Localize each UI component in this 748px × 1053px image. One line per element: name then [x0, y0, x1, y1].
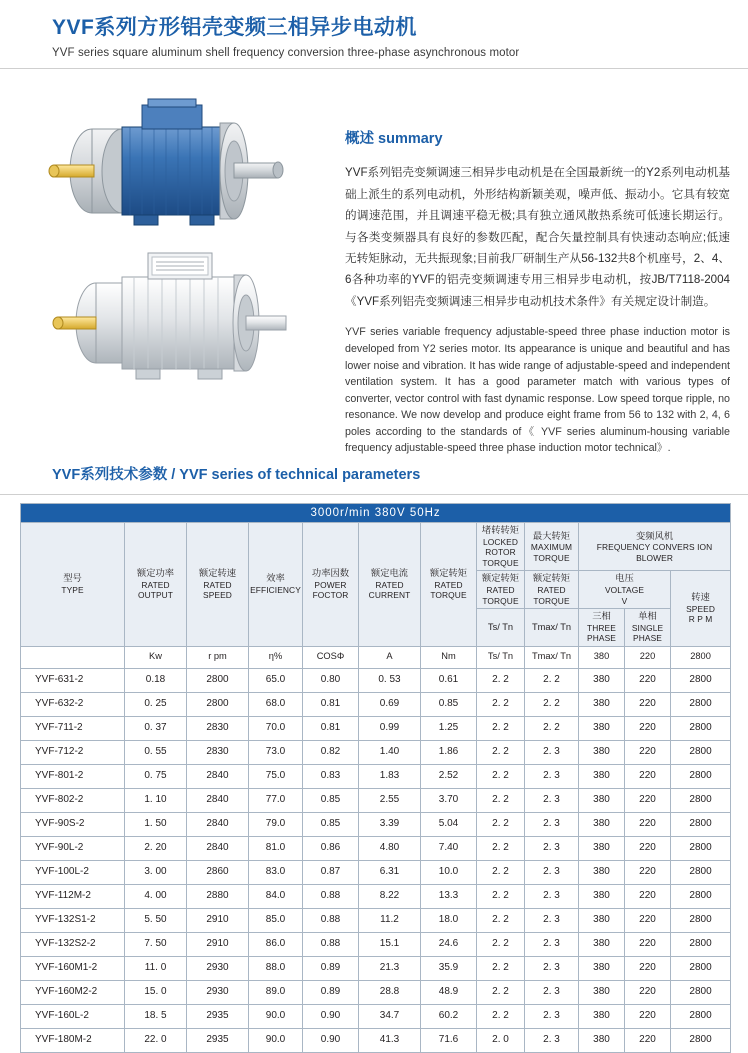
summary-column [345, 79, 748, 457]
cell-value: 2. 3 [525, 788, 579, 812]
cell-value: 2935 [187, 1028, 249, 1052]
table-row [21, 764, 731, 788]
col-header-locked-rotor-cn: 堵转转矩 [481, 525, 520, 536]
col-header-speed-unit: R P M [688, 614, 713, 625]
cell-value: 2. 3 [525, 932, 579, 956]
cell-value: 1.86 [421, 740, 477, 764]
cell-value: 15.1 [359, 932, 421, 956]
spec-table [20, 503, 731, 1053]
product-photo-column [0, 79, 345, 457]
cell-value: 2. 3 [525, 1004, 579, 1028]
cell-value: 0. 25 [125, 692, 187, 716]
col-header-ts-tn [477, 609, 525, 647]
table-row [21, 740, 731, 764]
col-header-single-phase [625, 609, 671, 647]
cell-value: 0.90 [303, 1004, 359, 1028]
cell-value: 0. 55 [125, 740, 187, 764]
col-header-rated-torque [421, 523, 477, 646]
cell-value: 2800 [671, 932, 731, 956]
cell-value: 2. 3 [525, 836, 579, 860]
cell-value: 0.81 [303, 716, 359, 740]
col-header-voltage-cn: 电压 [615, 573, 634, 584]
col-header-tmax-tn-unit: Tmax/ Tn [531, 621, 572, 632]
cell-type: YVF-711-2 [21, 716, 125, 740]
spec-table-wrapper [0, 503, 748, 1053]
intro-section [0, 69, 748, 457]
col-header-maximum-torque-en: MAXIMUM TORQUE [530, 542, 573, 563]
col-header-rated-speed [187, 523, 249, 646]
cell-value: 60.2 [421, 1004, 477, 1028]
col-header-efficiency-cn: 效率 [266, 573, 285, 584]
cell-value: 2. 2 [477, 860, 525, 884]
cell-value: 0.85 [303, 812, 359, 836]
cell-value: 2830 [187, 740, 249, 764]
motor-illustrations [22, 79, 342, 419]
cell-value: 2800 [187, 692, 249, 716]
cell-value: 2.55 [359, 788, 421, 812]
unit-cell-type [21, 646, 125, 668]
cell-value: 2. 3 [525, 740, 579, 764]
cell-value: 77.0 [249, 788, 303, 812]
cell-value: 1.40 [359, 740, 421, 764]
col-header-speed-en: SPEED [686, 603, 715, 614]
cell-value: 2840 [187, 788, 249, 812]
cell-value: 2. 2 [477, 836, 525, 860]
col-header-rated-torque-cn: 额定转矩 [429, 568, 468, 579]
cell-value: 220 [625, 812, 671, 836]
col-header-rated-speed-cn: 额定转速 [198, 568, 237, 579]
cell-value: 220 [625, 860, 671, 884]
cell-value: 2. 2 [525, 716, 579, 740]
table-row [21, 932, 731, 956]
cell-value: 2. 2 [477, 932, 525, 956]
cell-value: 2. 3 [525, 764, 579, 788]
cell-type: YVF-632-2 [21, 692, 125, 716]
cell-value: 41.3 [359, 1028, 421, 1052]
cell-value: 220 [625, 980, 671, 1004]
cell-type: YVF-160M1-2 [21, 956, 125, 980]
cell-value: 1.83 [359, 764, 421, 788]
cell-value: 7. 50 [125, 932, 187, 956]
motor-image-blue [30, 83, 350, 263]
cell-value: 11. 0 [125, 956, 187, 980]
col-header-speed [671, 571, 731, 646]
col-header-blower [579, 523, 731, 571]
cell-value: 1. 50 [125, 812, 187, 836]
table-row [21, 908, 731, 932]
unit-cell-rpm: r pm [187, 646, 249, 668]
cell-type: YVF-802-2 [21, 788, 125, 812]
cell-value: 220 [625, 932, 671, 956]
col-header-rated-current-en: RATED CURRENT [368, 579, 411, 601]
cell-value: 2.52 [421, 764, 477, 788]
cell-value: 15. 0 [125, 980, 187, 1004]
cell-value: 220 [625, 788, 671, 812]
cell-value: 2860 [187, 860, 249, 884]
cell-value: 2800 [671, 764, 731, 788]
table-row [21, 956, 731, 980]
cell-type: YVF-801-2 [21, 764, 125, 788]
cell-value: 0.18 [125, 668, 187, 692]
cell-value: 2800 [671, 1028, 731, 1052]
col-header-three-phase-en: THREE PHASE [587, 622, 616, 644]
cell-value: 380 [579, 1028, 625, 1052]
unit-cell-cos: COSΦ [303, 646, 359, 668]
cell-value: 380 [579, 764, 625, 788]
cell-value: 81.0 [249, 836, 303, 860]
cell-value: 0. 75 [125, 764, 187, 788]
cell-value: 2800 [671, 716, 731, 740]
cell-value: 48.9 [421, 980, 477, 1004]
unit-cell-single-phase: 220 [625, 646, 671, 668]
cell-value: 2. 2 [477, 884, 525, 908]
cell-value: 2840 [187, 764, 249, 788]
cell-value: 22. 0 [125, 1028, 187, 1052]
cell-value: 2800 [671, 740, 731, 764]
cell-value: 2935 [187, 1004, 249, 1028]
col-header-efficiency [249, 523, 303, 646]
cell-value: 0.99 [359, 716, 421, 740]
cell-value: 2. 3 [525, 980, 579, 1004]
cell-value: 0.88 [303, 884, 359, 908]
cell-value: 75.0 [249, 764, 303, 788]
col-header-ts-tn-unit: Ts/ Tn [487, 621, 514, 632]
col-header-three-phase-cn: 三相 [592, 611, 611, 622]
cell-value: 2. 2 [477, 980, 525, 1004]
unit-cell-ts-tn: Ts/ Tn [477, 646, 525, 668]
cell-value: 2800 [671, 884, 731, 908]
spec-section-divider [0, 494, 748, 495]
cell-value: 2. 3 [525, 956, 579, 980]
col-header-voltage-unit: V [621, 595, 628, 606]
cell-value: 1.25 [421, 716, 477, 740]
page-title-cn: YVF系列方形铝壳变频三相异步电动机 [52, 16, 417, 39]
col-header-speed-cn: 转速 [691, 592, 710, 603]
table-row [21, 812, 731, 836]
cell-value: 86.0 [249, 932, 303, 956]
cell-type: YVF-112M-2 [21, 884, 125, 908]
col-header-max-sub [525, 571, 579, 609]
cell-value: 2. 3 [525, 884, 579, 908]
cell-value: 4.80 [359, 836, 421, 860]
unit-cell-speed: 2800 [671, 646, 731, 668]
cell-value: 0.85 [421, 692, 477, 716]
summary-text-cn: YVF系列铝壳变频调速三相异步电动机是在全国最新统一的Y2系列电动机基础上派生的系列电动机，外形结构新颖美观，噪声低、振动小。它具有较宽的调速范围，并且调速平稳无极;具有独立通风散热系统可低速长期运行。与各类变频器具有良好的参数匹配，配合矢量控制具有快速动态响应;低速无转矩脉动，无共振现象;目前我厂研制生产从56-132共8个机座号，2、4、6各种功率的YVF的铝壳变频调速专用三相异步电动机，按JB/T7118-2004《YVF系列铝壳变频调速三相异步电动机技术条件》有关规定设计制造。 [345, 166, 730, 308]
cell-value: 89.0 [249, 980, 303, 1004]
cell-value: 7.40 [421, 836, 477, 860]
cell-value: 35.9 [421, 956, 477, 980]
cell-value: 24.6 [421, 932, 477, 956]
cell-value: 5.04 [421, 812, 477, 836]
cell-value: 0.88 [303, 932, 359, 956]
cell-type: YVF-100L-2 [21, 860, 125, 884]
cell-value: 8.22 [359, 884, 421, 908]
cell-value: 79.0 [249, 812, 303, 836]
cell-value: 0.90 [303, 1028, 359, 1052]
cell-value: 2800 [671, 692, 731, 716]
cell-value: 2930 [187, 980, 249, 1004]
cell-value: 2. 2 [477, 692, 525, 716]
cell-value: 220 [625, 716, 671, 740]
cell-type: YVF-180M-2 [21, 1028, 125, 1052]
col-header-rated-speed-en: RATED SPEED [203, 579, 232, 601]
col-header-max-sub-en: RATED TORQUE [533, 585, 570, 606]
cell-value: 380 [579, 932, 625, 956]
cell-value: 83.0 [249, 860, 303, 884]
cell-value: 70.0 [249, 716, 303, 740]
col-header-locked-rotor [477, 523, 525, 571]
cell-value: 2. 3 [525, 860, 579, 884]
cell-value: 0.87 [303, 860, 359, 884]
cell-value: 2840 [187, 812, 249, 836]
cell-value: 34.7 [359, 1004, 421, 1028]
col-header-single-phase-cn: 单相 [638, 611, 657, 622]
col-header-power-factor [303, 523, 359, 646]
cell-value: 0.85 [303, 788, 359, 812]
cell-value: 0.61 [421, 668, 477, 692]
col-header-locked-sub-en: RATED TORQUE [482, 585, 519, 606]
cell-value: 380 [579, 740, 625, 764]
cell-value: 2. 2 [477, 716, 525, 740]
cell-value: 84.0 [249, 884, 303, 908]
cell-value: 3.70 [421, 788, 477, 812]
col-header-type-en: TYPE [61, 585, 84, 596]
cell-value: 220 [625, 692, 671, 716]
cell-value: 2800 [671, 908, 731, 932]
cell-value: 220 [625, 908, 671, 932]
cell-value: 28.8 [359, 980, 421, 1004]
cell-value: 13.3 [421, 884, 477, 908]
cell-type: YVF-160M2-2 [21, 980, 125, 1004]
cell-value: 380 [579, 812, 625, 836]
cell-type: YVF-631-2 [21, 668, 125, 692]
cell-value: 2930 [187, 956, 249, 980]
spec-table-body [21, 668, 731, 1052]
col-header-max-sub-cn: 额定转矩 [532, 573, 571, 584]
cell-value: 4. 00 [125, 884, 187, 908]
cell-value: 65.0 [249, 668, 303, 692]
cell-value: 90.0 [249, 1028, 303, 1052]
cell-value: 220 [625, 956, 671, 980]
cell-value: 2. 2 [477, 956, 525, 980]
cell-value: 0.69 [359, 692, 421, 716]
cell-value: 2. 2 [477, 740, 525, 764]
col-header-voltage-en: VOLTAGE [604, 585, 644, 596]
col-header-blower-en: FREQUENCY CONVERS ION BLOWER [596, 542, 713, 563]
cell-value: 2880 [187, 884, 249, 908]
cell-value: 2800 [187, 668, 249, 692]
cell-value: 220 [625, 1004, 671, 1028]
cell-value: 380 [579, 1004, 625, 1028]
col-header-efficiency-en: EFFICIENCY [250, 585, 301, 596]
cell-type: YVF-132S2-2 [21, 932, 125, 956]
cell-value: 18.0 [421, 908, 477, 932]
summary-text-en: YVF series variable frequency adjustable-speed three phase induction motor is developed from Y2 series motor. Its appearance is unique and beautiful and has lower noise and vibration. It has wide range of adjustable-speed and independent ventilation system. It has a good parameter match with various types of converter, vector control with fast dynamic response. Low speed torque ripple, no resonance. We now develop and produce eight frame from 56 to 132 with 2, 4, 6 poles according to the standards of《 YVF series aluminum-housing variable frequency adjustable-speed three phase induction motor technical》. [345, 326, 730, 455]
cell-value: 2800 [671, 980, 731, 1004]
cell-value: 0.83 [303, 764, 359, 788]
unit-row [21, 646, 731, 668]
cell-value: 2800 [671, 860, 731, 884]
col-header-rated-output-cn: 额定功率 [136, 568, 175, 579]
col-header-three-phase [579, 609, 625, 647]
table-row [21, 980, 731, 1004]
cell-type: YVF-90S-2 [21, 812, 125, 836]
cell-value: 2910 [187, 932, 249, 956]
cell-type: YVF-90L-2 [21, 836, 125, 860]
cell-value: 2. 2 [477, 764, 525, 788]
col-header-tmax-tn [525, 609, 579, 647]
cell-value: 2. 3 [525, 1028, 579, 1052]
col-header-power-factor-en: POWER FOCTOR [312, 579, 349, 601]
col-header-type [21, 523, 125, 646]
table-row [21, 1004, 731, 1028]
cell-value: 2. 2 [477, 1004, 525, 1028]
col-header-type-cn: 型号 [63, 573, 82, 584]
cell-value: 2. 20 [125, 836, 187, 860]
page-header [0, 0, 748, 59]
cell-type: YVF-160L-2 [21, 1004, 125, 1028]
col-header-locked-rotor-en: LOCKED ROTOR TORQUE [482, 536, 519, 568]
cell-value: 88.0 [249, 956, 303, 980]
cell-value: 2800 [671, 836, 731, 860]
cell-value: 2830 [187, 716, 249, 740]
table-row [21, 692, 731, 716]
cell-value: 380 [579, 956, 625, 980]
cell-value: 2. 3 [525, 908, 579, 932]
cell-value: 0. 53 [359, 668, 421, 692]
unit-cell-eff: η% [249, 646, 303, 668]
cell-value: 0.89 [303, 956, 359, 980]
table-row [21, 860, 731, 884]
col-header-rated-output-en: RATED OUTPUT [137, 579, 174, 601]
col-header-rated-output [125, 523, 187, 646]
cell-value: 220 [625, 884, 671, 908]
cell-value: 2800 [671, 668, 731, 692]
cell-value: 380 [579, 668, 625, 692]
cell-value: 2800 [671, 1004, 731, 1028]
col-header-locked-sub [477, 571, 525, 609]
col-header-rated-current-cn: 额定电流 [370, 568, 409, 579]
table-row [21, 836, 731, 860]
page-title-en: YVF series square aluminum shell frequency conversion three-phase asynchronous motor [52, 47, 520, 60]
cell-value: 0.88 [303, 908, 359, 932]
cell-value: 21.3 [359, 956, 421, 980]
unit-cell-kw: Kw [125, 646, 187, 668]
unit-cell-tmax-tn: Tmax/ Tn [525, 646, 579, 668]
cell-value: 380 [579, 908, 625, 932]
cell-value: 0.89 [303, 980, 359, 1004]
cell-value: 90.0 [249, 1004, 303, 1028]
table-row [21, 1028, 731, 1052]
unit-cell-amp: A [359, 646, 421, 668]
cell-value: 0.82 [303, 740, 359, 764]
unit-cell-nm: Nm [421, 646, 477, 668]
cell-value: 2800 [671, 788, 731, 812]
cell-value: 380 [579, 788, 625, 812]
cell-value: 0.80 [303, 668, 359, 692]
cell-value: 0.86 [303, 836, 359, 860]
cell-value: 0. 37 [125, 716, 187, 740]
summary-heading: 概述 summary [345, 131, 443, 148]
col-header-rated-current [359, 523, 421, 646]
cell-value: 73.0 [249, 740, 303, 764]
cell-value: 2. 2 [525, 692, 579, 716]
cell-value: 220 [625, 1028, 671, 1052]
cell-value: 2. 3 [525, 812, 579, 836]
table-row [21, 788, 731, 812]
cell-value: 2. 2 [477, 908, 525, 932]
cell-value: 2800 [671, 956, 731, 980]
col-header-blower-cn: 变频风机 [635, 530, 674, 541]
cell-value: 1. 10 [125, 788, 187, 812]
cell-value: 380 [579, 836, 625, 860]
cell-value: 380 [579, 716, 625, 740]
unit-cell-three-phase: 380 [579, 646, 625, 668]
cell-value: 2. 2 [477, 812, 525, 836]
cell-value: 2. 2 [477, 788, 525, 812]
col-header-locked-sub-cn: 额定转矩 [481, 573, 520, 584]
cell-value: 10.0 [421, 860, 477, 884]
col-header-voltage [579, 571, 671, 609]
cell-value: 220 [625, 764, 671, 788]
cell-value: 380 [579, 980, 625, 1004]
cell-value: 380 [579, 692, 625, 716]
col-header-power-factor-cn: 功率因数 [311, 568, 350, 579]
cell-value: 2910 [187, 908, 249, 932]
col-header-maximum-torque [525, 523, 579, 571]
cell-value: 6.31 [359, 860, 421, 884]
cell-value: 11.2 [359, 908, 421, 932]
cell-value: 18. 5 [125, 1004, 187, 1028]
cell-value: 68.0 [249, 692, 303, 716]
cell-value: 3. 00 [125, 860, 187, 884]
cell-value: 85.0 [249, 908, 303, 932]
table-row [21, 668, 731, 692]
cell-value: 3.39 [359, 812, 421, 836]
col-header-single-phase-en: SINGLE PHASE [631, 622, 664, 644]
cell-type: YVF-712-2 [21, 740, 125, 764]
cell-value: 380 [579, 860, 625, 884]
col-header-maximum-torque-cn: 最大转矩 [532, 530, 571, 541]
cell-type: YVF-132S1-2 [21, 908, 125, 932]
cell-value: 2. 2 [525, 668, 579, 692]
cell-value: 2. 2 [477, 668, 525, 692]
motor-image-white [44, 237, 364, 417]
cell-value: 71.6 [421, 1028, 477, 1052]
spec-band-label: 3000r/min 380V 50Hz [21, 503, 731, 522]
cell-value: 2. 0 [477, 1028, 525, 1052]
cell-value: 5. 50 [125, 908, 187, 932]
cell-value: 220 [625, 836, 671, 860]
cell-value: 2800 [671, 812, 731, 836]
spec-section-title: YVF系列技术参数 / YVF series of technical parameters [52, 466, 421, 483]
cell-value: 220 [625, 740, 671, 764]
cell-value: 220 [625, 668, 671, 692]
col-header-rated-torque-en: RATED TORQUE [430, 579, 467, 601]
cell-value: 0.81 [303, 692, 359, 716]
cell-value: 2840 [187, 836, 249, 860]
table-row [21, 716, 731, 740]
cell-value: 380 [579, 884, 625, 908]
